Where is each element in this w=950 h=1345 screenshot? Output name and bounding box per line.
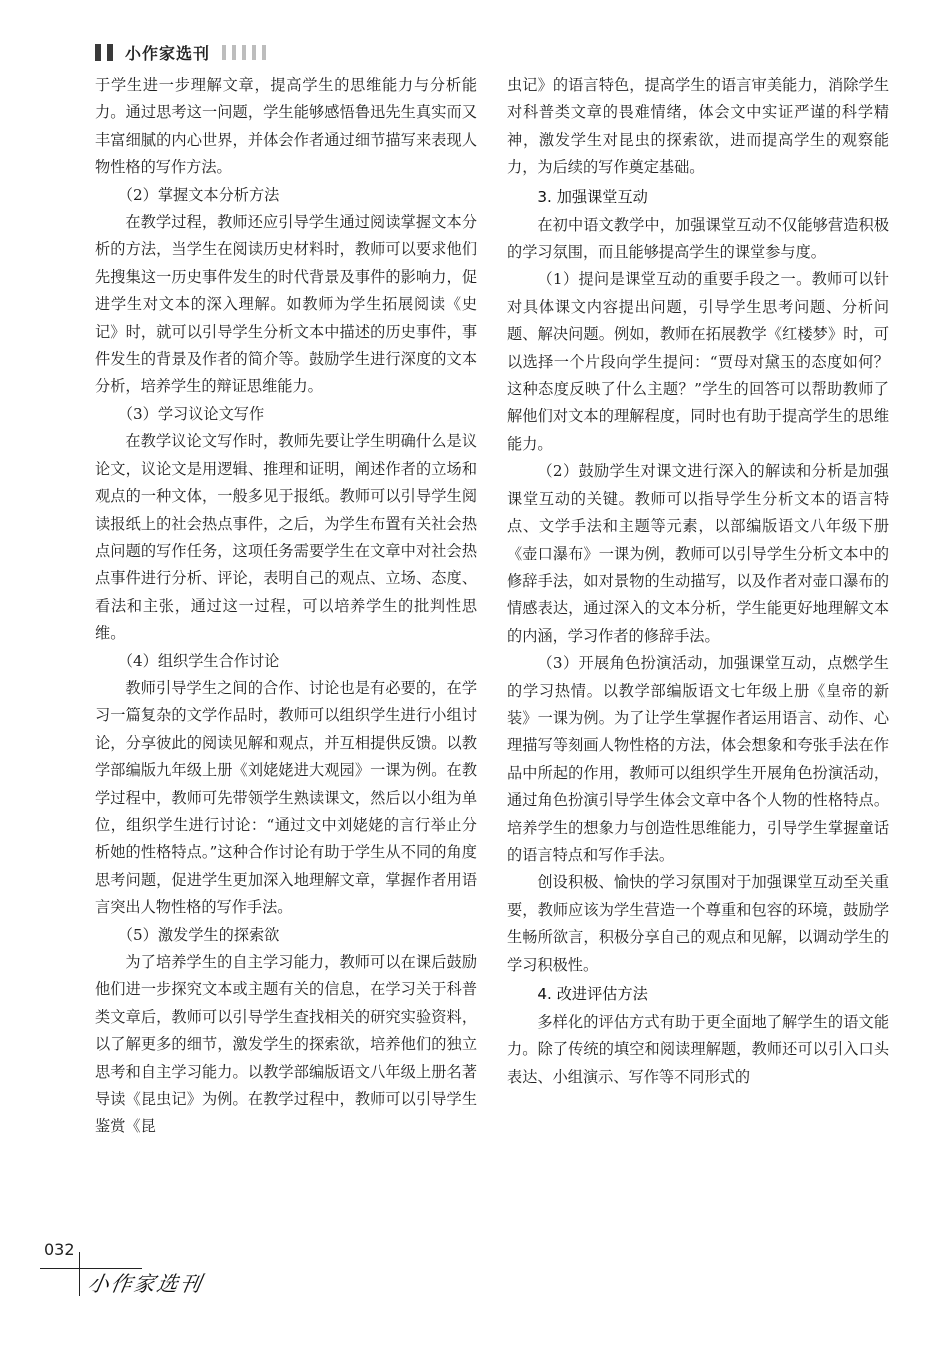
paragraph: 教师引导学生之间的合作、讨论也是有必要的，在学习一篇复杂的文学作品时，教师可以组织学生进行小组讨论，分享彼此的阅读见解和观点，并互相提供反馈。以教学部编版九年级上册《刘姥姥进大观园》一课为例。在教学过程中，教师可先带领学生熟读课文，然后以小组为单位，组织学生进行讨论：“通过文中刘姥姥的言行举止分析她的性格特点。”这种合作讨论有助于学生从不同的角度思考问题，促进学生更加深入地理解文章，掌握作者用语言突出人物性格的写作手法。 xyxy=(95,678,477,917)
paragraph: 多样化的评估方式有助于更全面地了解学生的语文能力。除了传统的填空和阅读理解题，教师还可以引入口头表达、小组演示、写作等不同形式的 xyxy=(507,1013,889,1086)
paragraph: 在教学议论文写作时，教师先要让学生明确什么是议论文，议论文是用逻辑、推理和证明，阐述作者的立场和观点的一种文体，一般多见于报纸。教师可以引导学生阅读报纸上的社会热点事件，之后，为学生布置有关社会热点问题的写作任务，这项任务需要学生在文章中对社会热点事件进行分析、评论，表明自己的观点、立场、态度、看法和主张，通过这一过程，可以培养学生的批判性思维。 xyxy=(95,432,477,643)
paragraph: 于学生进一步理解文章，提高学生的思维能力与分析能力。通过思考这一问题，学生能够感悟鲁迅先生真实而又丰富细腻的内心世界，并体会作者通过细节描写来表现人物性格的写作方法。 xyxy=(95,76,477,177)
journal-title: 小作家选刊 xyxy=(125,43,211,63)
paragraph: 创设积极、愉快的学习氛围对于加强课堂互动至关重要，教师应该为学生营造一个尊重和包容的环境，鼓励学生畅所欲言，积极分享自己的观点和见解，以调动学生的学习积极性。 xyxy=(507,873,889,974)
journal-header xyxy=(95,40,266,64)
paragraph: （3）开展角色扮演活动，加强课堂互动，点燃学生的学习热情。以教学部编版语文七年级上册《皇帝的新装》一课为例。为了让学生掌握作者运用语言、动作、心理描写等刻画人物性格的方法，体会想象和夸张手法在作品中所起的作用，教师可以组织学生开展角色扮演活动，通过角色扮演引导学生体会文章中各个人物的性格特点。培养学生的想象力与创造性思维能力，引导学生掌握童话的语言特点和写作手法。 xyxy=(507,654,889,864)
paragraph: （1）提问是课堂互动的重要手段之一。教师可以针对具体课文内容提出问题，引导学生思考问题、分析问题、解决问题。例如，教师在拓展教学《红楼梦》时，可以选择一个片段向学生提问：“贾母对黛玉的态度如何？这种态度反映了什么主题？”学生的回答可以帮助教师了解他们对文本的理解程度，同时也有助于提高学生的思维能力。 xyxy=(507,270,889,453)
header-bar-decoration xyxy=(242,45,246,60)
subsection-heading: （3）学习议论文写作 xyxy=(117,404,265,423)
subsection-heading: （2）掌握文本分析方法 xyxy=(117,185,280,204)
paragraph: （2）鼓励学生对课文进行深入的解读和分析是加强课堂互动的关键。教师可以指导学生分析文本的语言特点、文学手法和主题等元素，以部编版语文八年级下册《壶口瀑布》一课为例，教师可以引导学生分析文本中的修辞手法，如对景物的生动描写，以及作者对壶口瀑布的情感表达，通过深入的文本分析，学生能更好地理解文本的内涵，学习作者的修辞手法。 xyxy=(507,462,889,645)
paragraph: 虫记》的语言特色，提高学生的语言审美能力，消除学生对科普类文章的畏难情绪，体会文中实证严谨的科学精神，激发学生对昆虫的探索欲，进而提高学生的观察能力，为后续的写作奠定基础。 xyxy=(507,76,889,177)
paragraph: 在初中语文教学中，加强课堂互动不仅能够营造积极的学习氛围，而且能够提高学生的课堂参与度。 xyxy=(507,215,889,262)
page-number: 032 xyxy=(44,1240,75,1259)
header-bar-decoration xyxy=(252,45,256,60)
header-bar-decoration xyxy=(222,45,226,60)
left-column xyxy=(95,72,477,1141)
right-column xyxy=(507,72,889,1091)
header-bar-decoration xyxy=(95,44,101,61)
subsection-heading: （5）激发学生的探索欲 xyxy=(117,925,280,944)
section-heading: 3. 加强课堂互动 xyxy=(537,187,648,206)
header-bar-decoration xyxy=(232,45,236,60)
paragraph: 为了培养学生的自主学习能力，教师可以在课后鼓励他们进一步探究文本或主题有关的信息，在学习关于科普类文章后，教师可以引导学生查找相关的研究实验资料，以了解更多的细节，激发学生的探索欲，培养他们的独立思考和自主学习能力。以教学部编版语文八年级上册名著导读《昆虫记》为例。在教学过程中，教师可以引导学生鉴赏《昆 xyxy=(95,953,477,1136)
paragraph: 在教学过程，教师还应引导学生通过阅读掌握文本分析的方法，当学生在阅读历史材料时，教师可以要求他们先搜集这一历史事件发生的时代背景及事件的影响力，促进学生对文本的深入理解。如教师为学生拓展阅读《史记》时，就可以引导学生分析文本中描述的历史事件，事件发生的背景及作者的简介等。鼓励学生进行深度的文本分析，培养学生的辩证思维能力。 xyxy=(95,213,477,396)
subsection-heading: （4）组织学生合作讨论 xyxy=(117,651,280,670)
header-bar-decoration xyxy=(107,44,113,61)
header-bar-decoration xyxy=(262,45,266,60)
footer-logo: 小作家选刊 xyxy=(85,1272,205,1296)
section-heading: 4. 改进评估方法 xyxy=(537,985,648,1003)
footer-divider xyxy=(79,1252,80,1296)
